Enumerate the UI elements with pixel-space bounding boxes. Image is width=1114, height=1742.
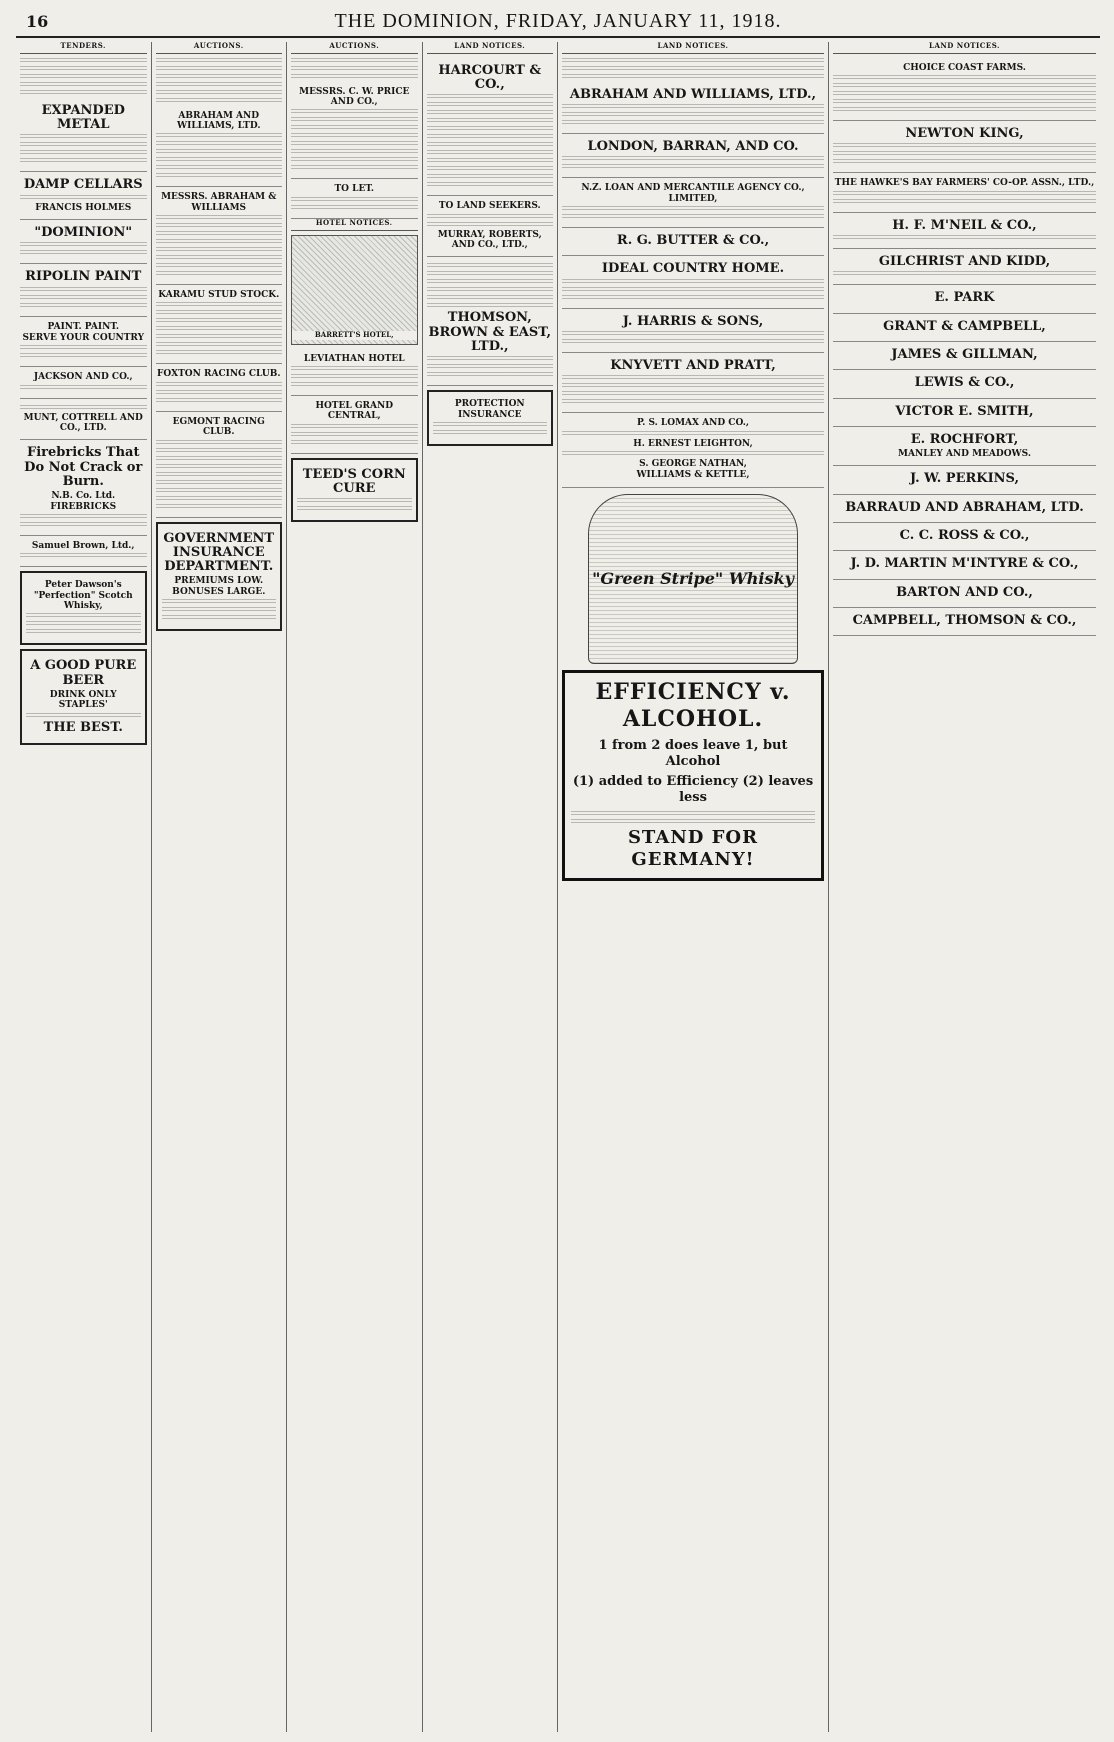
ad-harcourt: HARCOURT & CO., — [427, 58, 554, 197]
ad-ross: C. C. ROSS & CO., — [833, 523, 1096, 551]
ad-mneil: H. F. M'NEIL & CO., — [833, 213, 1096, 249]
ad-perkins: J. W. PERKINS, — [833, 466, 1096, 494]
ad-campbell-thomson: CAMPBELL, THOMSON & CO., — [833, 608, 1096, 636]
hotel-notices-heading: HOTEL NOTICES. — [291, 219, 418, 231]
ad-to-let: TO LET. — [291, 179, 418, 218]
ad-messrs-abraham-williams: MESSRS. ABRAHAM & WILLIAMS — [156, 187, 283, 285]
ad-choice-coast-farms: CHOICE COAST FARMS. — [833, 58, 1096, 121]
ad-butter: R. G. BUTTER & CO., — [562, 228, 824, 256]
ad-to-land-seekers: TO LAND SEEKERS. MURRAY, ROBERTS, AND CO., LTD., — [427, 196, 554, 257]
efficiency-vs-alcohol-ad: EFFICIENCY v. ALCOHOL. 1 from 2 does leave 1, but Alcohol (1) added to Efficiency (2) leaves less STAND FOR GERMANY! — [562, 670, 824, 881]
ad-victor-smith: VICTOR E. SMITH, — [833, 399, 1096, 427]
ad-ripolin-paint: RIPOLIN PAINT — [20, 264, 147, 316]
ad-grand-central: HOTEL GRAND CENTRAL, — [291, 396, 418, 454]
ad-foxton-racing: FOXTON RACING CLUB. — [156, 364, 283, 411]
ad-lewis: LEWIS & CO., — [833, 370, 1096, 398]
ad-nz-loan: N.Z. LOAN AND MERCANTILE AGENCY CO., LIMITED, — [562, 178, 824, 228]
page-number: 16 — [26, 12, 49, 31]
column-heading: LAND NOTICES. — [427, 42, 554, 54]
ad-munt-cottrell: MUNT, COTTRELL AND CO., LTD. — [20, 399, 147, 441]
ad-gilchrist-kidd: GILCHRIST AND KIDD, — [833, 249, 1096, 285]
green-stripe-whisky-illustration: "Green Stripe" Whisky — [588, 494, 798, 664]
ad-grant-campbell: GRANT & CAMPBELL, — [833, 314, 1096, 342]
ad-park: E. PARK — [833, 285, 1096, 313]
ad-staples-beer: A GOOD PURE BEER DRINK ONLY STAPLES' THE BEST. — [20, 649, 147, 745]
ad-damp-cellars: DAMP CELLARS FRANCIS HOLMES — [20, 172, 147, 220]
ad-barraud-abraham: BARRAUD AND ABRAHAM, LTD. — [833, 495, 1096, 523]
column-auctions-2 — [287, 42, 423, 1732]
ad-thomson-brown-east: THOMSON, BROWN & EAST, LTD., — [427, 257, 554, 386]
ad-karamu-stud: KARAMU STUD STOCK. — [156, 285, 283, 364]
ad-samuel-brown: Samuel Brown, Ltd., — [20, 536, 147, 567]
ad-barton: BARTON AND CO., — [833, 580, 1096, 608]
ad-knyvett-pratt: KNYVETT AND PRATT, — [562, 353, 824, 413]
ad-harris-sons: J. HARRIS & SONS, — [562, 309, 824, 353]
column-heading: LAND NOTICES. — [562, 42, 824, 54]
masthead — [16, 10, 1100, 38]
ad-rochfort: E. ROCHFORT, MANLEY AND MEADOWS. — [833, 427, 1096, 467]
column-land-notices-3 — [829, 42, 1100, 1732]
column-heading: AUCTIONS. — [156, 42, 283, 54]
column-heading: AUCTIONS. — [291, 42, 418, 54]
ad-paint: PAINT. PAINT. SERVE YOUR COUNTRY — [20, 317, 147, 368]
ad-jackson: JACKSON AND CO., — [20, 367, 147, 398]
ad-london-barran: LONDON, BARRAN, AND CO. — [562, 134, 824, 178]
ad-teeds-corn-cure: TEED'S CORN CURE — [291, 458, 418, 523]
ad-government-insurance: GOVERNMENT INSURANCE DEPARTMENT. PREMIUMS LOW. BONUSES LARGE. — [156, 522, 283, 632]
column-land-notices-1 — [423, 42, 559, 1732]
columns — [16, 42, 1100, 1732]
ad-james-gillman: JAMES & GILLMAN, — [833, 342, 1096, 370]
column-heading: TENDERS. — [20, 42, 147, 54]
ad-peter-dawson-whisky: Peter Dawson's "Perfection" Scotch Whisky, — [20, 571, 147, 645]
column-auctions-1 — [152, 42, 288, 1732]
ad-protection-insurance: PROTECTION INSURANCE — [427, 390, 554, 446]
ad-lomax-leighton: P. S. LOMAX AND CO., H. ERNEST LEIGHTON, S. GEORGE NATHAN, WILLIAMS & KETTLE, — [562, 413, 824, 487]
ad-expanded-metal: EXPANDED METAL — [20, 98, 147, 173]
ad-abraham-williams-ltd: ABRAHAM AND WILLIAMS, LTD., — [562, 82, 824, 134]
ad-abraham-williams: ABRAHAM AND WILLIAMS, LTD. — [156, 106, 283, 188]
column-heading: LAND NOTICES. — [833, 42, 1096, 54]
ad-newton-king: NEWTON KING, — [833, 121, 1096, 173]
ad-leviathan-hotel: LEVIATHAN HOTEL — [291, 349, 418, 396]
ad-egmont-racing: EGMONT RACING CLUB. — [156, 412, 283, 518]
column-tenders — [16, 42, 152, 1732]
ad-martin-mintyre: J. D. MARTIN M'INTYRE & CO., — [833, 551, 1096, 579]
ad-ideal-country-home: IDEAL COUNTRY HOME. — [562, 256, 824, 308]
ad-price-and-co: MESSRS. C. W. PRICE AND CO., — [291, 82, 418, 180]
column-land-notices-2 — [558, 42, 829, 1732]
ad-firebricks: Firebricks That Do Not Crack or Burn. N.B. Co. Ltd. FIREBRICKS — [20, 440, 147, 536]
hotel-illustration: BARRETT'S HOTEL, — [291, 235, 418, 345]
ad-hawkes-bay-farmers: THE HAWKE'S BAY FARMERS' CO-OP. ASSN., LTD., — [833, 173, 1096, 212]
ad-dominion-cement: "DOMINION" — [20, 220, 147, 264]
newspaper-title: THE DOMINION, FRIDAY, JANUARY 11, 1918. — [334, 10, 782, 32]
